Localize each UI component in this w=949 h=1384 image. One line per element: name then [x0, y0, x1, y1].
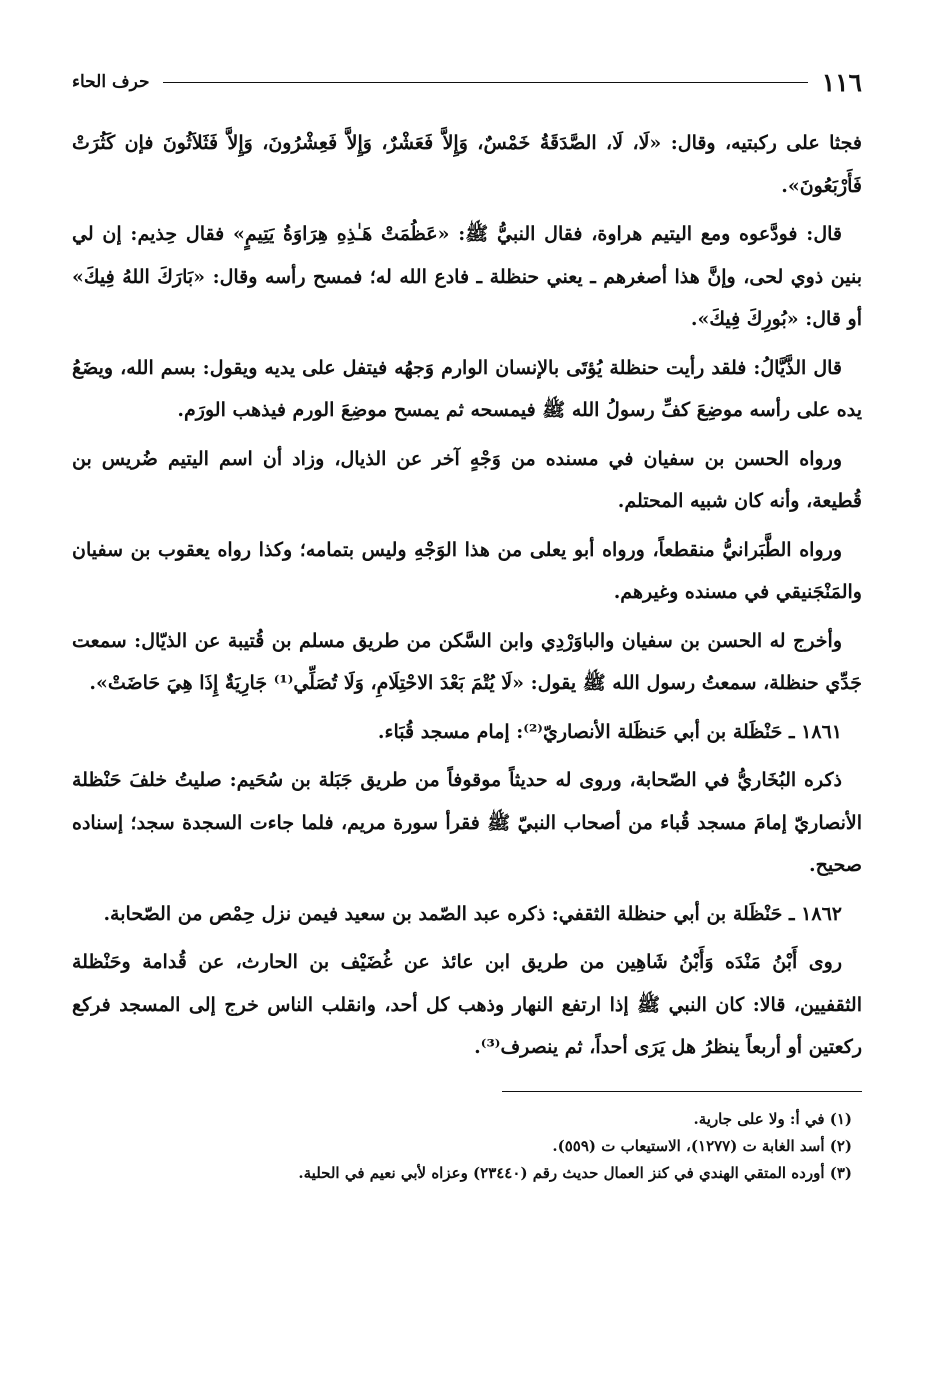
entry-heading-1862: ١٨٦٢ ـ حَنْظَلة بن أبي حنظلة الثقفي: ذكره عبد الصّمد بن سعيد فيمن نزل حِمْص من الصّحابة. [103, 902, 842, 925]
book-page [72, 62, 862, 1187]
page-number: ١١٦ [821, 67, 862, 97]
chapter-title: حرف الحاء [72, 72, 150, 92]
paragraph: قال الذَّيَّالُ: فلقد رأيت حنظلة يُؤتَى بالإنسان الوارم وَجهُه فيتفل على يديه ويقول: بسم الله، ويضَعُ يده على رأسه موضِعَ كفِّ رسولُ الله ﷺ فيمسحه ثم يمسح موضِعَ الورم فيذهب الورَم. [72, 356, 862, 421]
footnotes [72, 1106, 862, 1187]
footnote-3: (٣) أورده المتقي الهندي في كنز العمال حديث رقم (٢٣٤٤٠) وعزاه لأبي نعيم في الحلية. [298, 1163, 852, 1182]
footnote-1: (١) في أ: ولا على جارية. [693, 1109, 852, 1128]
footnote-rule [502, 1091, 862, 1092]
paragraph: روى أَبْنُ مَنْدَه وَأَبْنُ شَاهِين من طريق ابن عائذ عن غُضَيْف بن الحارث، عن قُدامة وحَنْظلة الثقفيين، قالا: كان النبي ﷺ إذا ارتفع النهار وذهب كل أحد، وانقلب الناس خرج إلى المسجد فركع ركعتين أو أربعاً ينظرُ هل يَرَى أحداً، ثم ينصرف⁽³⁾. [72, 951, 862, 1058]
running-header [72, 62, 862, 102]
paragraph: فجثا على ركبتيه، وقال: «لَا، لَا، الصَّدَقَةُ خَمْسٌ، وَإِلاَّ فَعَشْرٌ، وَإِلاَّ فَعِشْرُونَ، وَإِلاَّ فَثَلاَثُونَ فإن كَثُرَتْ فَأَرْبَعُونَ». [72, 132, 862, 197]
entry-heading-1861: ١٨٦١ ـ حَنْظَلة بن أبي حَنظَلة الأنصاريّ⁽²⁾: إمام مسجد قُبَاء. [377, 720, 842, 743]
paragraph: قال: فودَّعوه ومع اليتيم هراوة، فقال النبيُّ ﷺ: «عَظُمَتْ هَـٰذِهِ هِرَاوَةُ يَتِيمٍ» فقال حِذيم: إن لي بنين ذوي لحى، وإنَّ هذا أصغرهم ـ يعني حنظلة ـ فادع الله له؛ فمسح رأسه وقال: «بَارَكَ اللهُ فِيكَ» أو قال: «بُورِكَ فِيكَ». [72, 223, 862, 330]
paragraph: ورواه الحسن بن سفيان في مسنده من وَجْهٍ آخر عن الذيال، وزاد أن اسم اليتيم ضُريس بن قُطيعة، وأنه كان شبيه المحتلم. [72, 447, 862, 512]
header-rule [163, 82, 807, 83]
footnote-2: (٢) أسد الغابة ت (١٢٧٧)، الاستيعاب ت (٥٥٩). [552, 1136, 852, 1155]
paragraph: ورواه الطَّبَرانيُّ منقطعاً، ورواه أبو يعلى من هذا الوَجْهِ وليس بتمامه؛ وكذا رواه يعقوب بن سفيان والمَنْجَنيقي في مسنده وغيرهم. [72, 538, 862, 603]
paragraph: ذكره البُخَاريُّ في الصّحابة، وروى له حديثاً موقوفاً من طريق جَبَلة بن سُحَيم: صليتُ خلفَ حَنْظلة الأنصاريّ إمامَ مسجد قُباء من أصحاب النبيّ ﷺ فقرأ سورة مريم، فلما جاءت السجدة سجد؛ إسناده صحيح. [72, 769, 862, 876]
main-text [72, 122, 862, 1069]
paragraph: وأخرج له الحسن بن سفيان والباوَرْدِي وابن السَّكن من طريق مسلم بن قُتيبة عن الذيّال: سمعت جَدِّي حنظلة، سمعتُ رسول الله ﷺ يقول: «لَا يُتْمَ بَعْدَ الاحْتِلَامِ، وَلَا تُصَلِّي⁽¹⁾ جَارِيَةٌ إِذَا هِيَ حَاضَتْ». [72, 629, 862, 694]
